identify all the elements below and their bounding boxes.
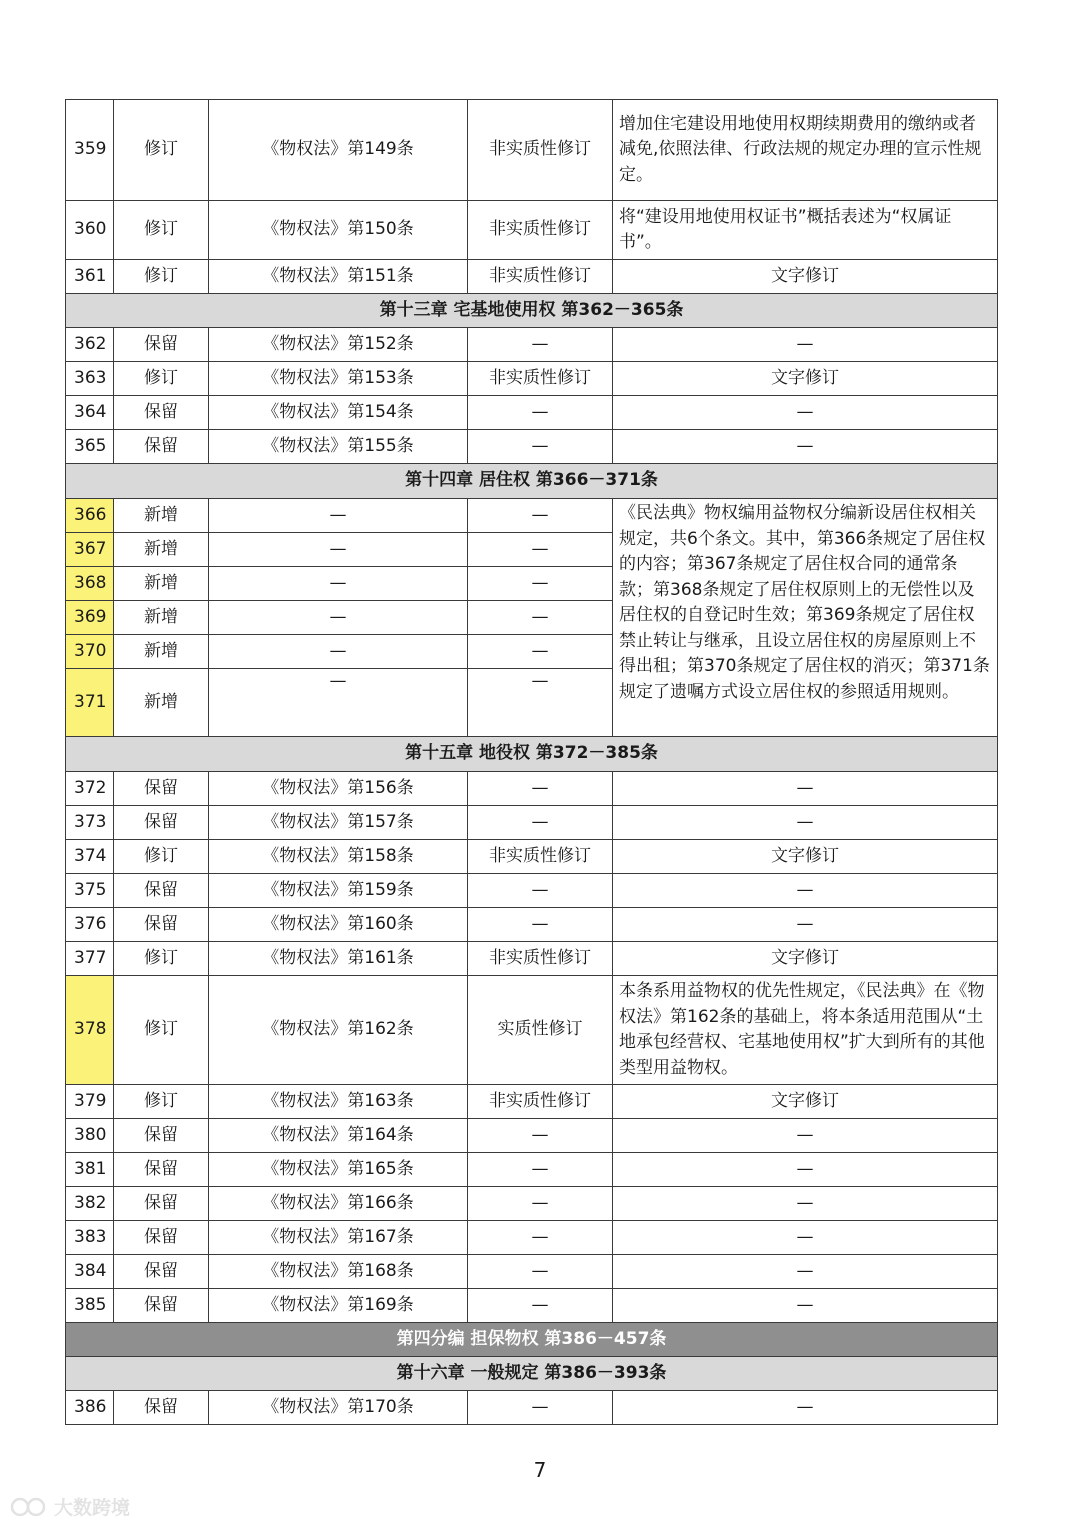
action-cell: 修订 [114,976,209,1085]
table-row [66,1153,998,1187]
table-row [66,772,998,806]
nature-cell: 非实质性修订 [468,100,613,201]
chapter-title: 第十五章 地役权 第372－385条 [66,737,998,772]
table-row [66,260,998,294]
table-row [66,874,998,908]
article-number: 375 [66,874,114,908]
note-cell: — [613,806,998,840]
table-row [66,1255,998,1289]
nature-cell: — [468,328,613,362]
source-cell: 《物权法》第160条 [209,908,468,942]
article-number: 386 [66,1391,114,1425]
action-cell: 新增 [114,533,209,567]
note-cell: — [613,1119,998,1153]
article-number: 368 [66,567,114,601]
source-cell: 《物权法》第150条 [209,201,468,260]
source-cell: 《物权法》第151条 [209,260,468,294]
source-cell: 《物权法》第153条 [209,362,468,396]
note-cell: — [613,1255,998,1289]
nature-cell: — [468,772,613,806]
article-number: 364 [66,396,114,430]
source-cell: 《物权法》第166条 [209,1187,468,1221]
action-cell: 修订 [114,201,209,260]
article-number: 379 [66,1085,114,1119]
action-cell: 修订 [114,1085,209,1119]
chapter-header-row [66,737,998,772]
articles-table [65,99,998,1425]
nature-cell: — [468,430,613,464]
note-cell: — [613,328,998,362]
article-number: 369 [66,601,114,635]
article-number: 383 [66,1221,114,1255]
table-row [66,362,998,396]
action-cell: 保留 [114,396,209,430]
note-cell: — [613,1289,998,1323]
watermark [10,1493,130,1520]
page-number: 7 [533,1458,547,1482]
note-cell: — [613,1153,998,1187]
article-number: 363 [66,362,114,396]
action-cell: 新增 [114,635,209,669]
nature-cell: — [468,1187,613,1221]
source-cell: — [209,499,468,533]
action-cell: 保留 [114,1255,209,1289]
note-cell: 本条系用益物权的优先性规定，《民法典》在《物权法》第162条的基础上，将本条适用范围从“土地承包经营权、宅基地使用权”扩大到所有的其他类型用益物权。 [613,976,998,1085]
nature-cell: — [468,806,613,840]
nature-cell: — [468,1255,613,1289]
article-number: 372 [66,772,114,806]
article-number: 378 [66,976,114,1085]
note-cell: — [613,1221,998,1255]
source-cell: 《物权法》第168条 [209,1255,468,1289]
table-row [66,1391,998,1425]
article-number: 374 [66,840,114,874]
action-cell: 保留 [114,908,209,942]
chapter-header-row [66,294,998,328]
article-number: 367 [66,533,114,567]
article-number: 361 [66,260,114,294]
table-row [66,499,998,533]
nature-cell: — [468,396,613,430]
table-row [66,840,998,874]
article-number: 362 [66,328,114,362]
source-cell: 《物权法》第154条 [209,396,468,430]
article-number: 385 [66,1289,114,1323]
article-number: 370 [66,635,114,669]
nature-cell: — [468,601,613,635]
source-cell: 《物权法》第167条 [209,1221,468,1255]
action-cell: 修订 [114,260,209,294]
source-cell: — [209,601,468,635]
source-cell: 《物权法》第156条 [209,772,468,806]
nature-cell: — [468,1119,613,1153]
note-cell: — [613,772,998,806]
table-row [66,430,998,464]
note-cell: 文字修订 [613,1085,998,1119]
note-cell: 增加住宅建设用地使用权期续期费用的缴纳或者减免,依照法律、行政法规的规定办理的宣示性规定。 [613,100,998,201]
source-cell: — [209,669,468,737]
article-number: 366 [66,499,114,533]
table-row [66,100,998,201]
action-cell: 保留 [114,772,209,806]
source-cell: 《物权法》第164条 [209,1119,468,1153]
source-cell: 《物权法》第157条 [209,806,468,840]
chapter-title: 第十六章 一般规定 第386－393条 [66,1357,998,1391]
nature-cell: — [468,635,613,669]
table-row [66,942,998,976]
note-cell: — [613,396,998,430]
article-number: 371 [66,669,114,737]
nature-cell: — [468,1153,613,1187]
article-number: 359 [66,100,114,201]
source-cell: 《物权法》第158条 [209,840,468,874]
article-number: 373 [66,806,114,840]
watermark-logo-icon [10,1496,48,1518]
nature-cell: 非实质性修订 [468,260,613,294]
nature-cell: 实质性修订 [468,976,613,1085]
watermark-text: 大数跨境 [54,1497,131,1519]
article-number: 360 [66,201,114,260]
source-cell: 《物权法》第163条 [209,1085,468,1119]
note-cell: 文字修订 [613,840,998,874]
source-cell: 《物权法》第155条 [209,430,468,464]
note-cell: — [613,1391,998,1425]
action-cell: 保留 [114,1187,209,1221]
action-cell: 保留 [114,874,209,908]
table-row [66,396,998,430]
nature-cell: 非实质性修订 [468,840,613,874]
action-cell: 保留 [114,1391,209,1425]
source-cell: 《物权法》第149条 [209,100,468,201]
table-row [66,1221,998,1255]
action-cell: 保留 [114,806,209,840]
part-header-row [66,1323,998,1357]
article-number: 380 [66,1119,114,1153]
action-cell: 保留 [114,1119,209,1153]
nature-cell: — [468,669,613,737]
action-cell: 保留 [114,1221,209,1255]
table-row [66,328,998,362]
nature-cell: — [468,874,613,908]
source-cell: 《物权法》第162条 [209,976,468,1085]
table-row [66,908,998,942]
chapter-header-row [66,1357,998,1391]
table-row [66,976,998,1085]
table-row [66,1187,998,1221]
source-cell: — [209,635,468,669]
source-cell: 《物权法》第170条 [209,1391,468,1425]
note-cell: 文字修订 [613,260,998,294]
action-cell: 新增 [114,499,209,533]
table-row [66,1085,998,1119]
note-cell: — [613,1187,998,1221]
note-cell: 文字修订 [613,362,998,396]
note-cell-merged: 《民法典》物权编用益物权分编新设居住权相关规定，共6个条文。其中，第366条规定了居住权的内容；第367条规定了居住权合同的通常条款；第368条规定了居住权原则上的无偿性以及居住权的自登记时生效；第369条规定了居住权禁止转让与继承，且设立居住权的房屋原则上不得出租；第370条规定了居住权的消灭；第371条规定了遗嘱方式设立居住权的参照适用规则。 [613,499,998,737]
article-number: 384 [66,1255,114,1289]
chapter-header-row [66,464,998,499]
action-cell: 新增 [114,601,209,635]
nature-cell: 非实质性修订 [468,1085,613,1119]
action-cell: 保留 [114,328,209,362]
table-row [66,1119,998,1153]
article-number: 376 [66,908,114,942]
action-cell: 修订 [114,840,209,874]
action-cell: 保留 [114,1153,209,1187]
part-title: 第四分编 担保物权 第386－457条 [66,1323,998,1357]
nature-cell: 非实质性修订 [468,942,613,976]
article-number: 381 [66,1153,114,1187]
action-cell: 修订 [114,942,209,976]
source-cell: — [209,533,468,567]
nature-cell: — [468,533,613,567]
chapter-title: 第十四章 居住权 第366－371条 [66,464,998,499]
nature-cell: — [468,567,613,601]
note-cell: — [613,430,998,464]
source-cell: 《物权法》第159条 [209,874,468,908]
table-row [66,201,998,260]
action-cell: 保留 [114,430,209,464]
action-cell: 修订 [114,100,209,201]
note-cell: — [613,908,998,942]
nature-cell: — [468,1391,613,1425]
article-number: 382 [66,1187,114,1221]
source-cell: 《物权法》第169条 [209,1289,468,1323]
chapter-title: 第十三章 宅基地使用权 第362－365条 [66,294,998,328]
note-cell: — [613,874,998,908]
source-cell: 《物权法》第152条 [209,328,468,362]
nature-cell: 非实质性修订 [468,362,613,396]
source-cell: — [209,567,468,601]
note-cell: 将“建设用地使用权证书”概括表述为“权属证书”。 [613,201,998,260]
nature-cell: — [468,499,613,533]
note-cell: 文字修订 [613,942,998,976]
action-cell: 新增 [114,567,209,601]
source-cell: 《物权法》第161条 [209,942,468,976]
nature-cell: 非实质性修订 [468,201,613,260]
action-cell: 新增 [114,669,209,737]
source-cell: 《物权法》第165条 [209,1153,468,1187]
table-row [66,806,998,840]
nature-cell: — [468,1221,613,1255]
article-number: 365 [66,430,114,464]
nature-cell: — [468,908,613,942]
table-row [66,1289,998,1323]
action-cell: 修订 [114,362,209,396]
nature-cell: — [468,1289,613,1323]
action-cell: 保留 [114,1289,209,1323]
article-number: 377 [66,942,114,976]
